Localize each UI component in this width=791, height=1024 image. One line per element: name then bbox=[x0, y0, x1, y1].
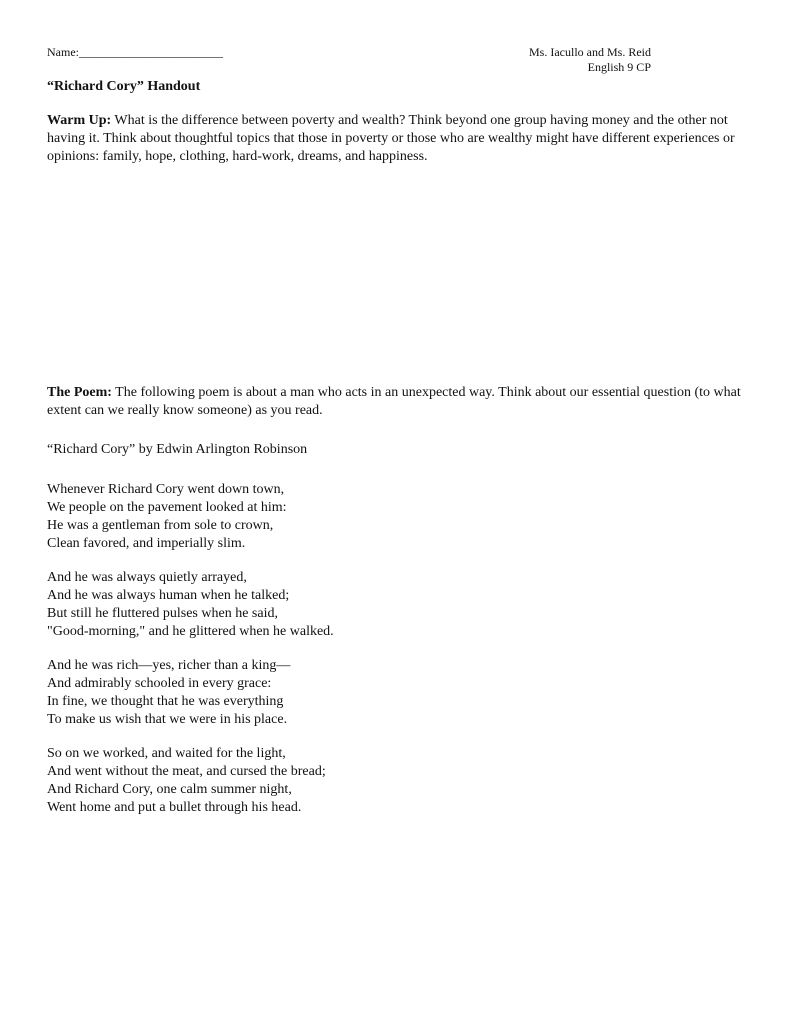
poem-stanza-2 bbox=[47, 569, 334, 641]
poem-line: And Richard Cory, one calm summer night, bbox=[47, 782, 292, 797]
name-field-label: Name:________________________ bbox=[47, 45, 223, 59]
poem-stanza-4 bbox=[47, 745, 326, 817]
poem-line: Clean favored, and imperially slim. bbox=[47, 536, 246, 551]
poem-intro-section bbox=[47, 384, 747, 420]
poem-line: To make us wish that we were in his place. bbox=[47, 712, 288, 727]
poem-line: Went home and put a bullet through his head. bbox=[47, 800, 302, 815]
course-name: English 9 CP bbox=[587, 60, 651, 74]
poem-line: And he was rich—yes, richer than a king— bbox=[47, 658, 291, 673]
warm-up-label: Warm Up: bbox=[47, 113, 112, 128]
poem-line: "Good-morning," and he glittered when he walked. bbox=[47, 624, 334, 639]
poem-line: In fine, we thought that he was everything bbox=[47, 694, 284, 709]
poem-title: “Richard Cory” by Edwin Arlington Robinson bbox=[47, 442, 308, 457]
poem-line: And went without the meat, and cursed the bread; bbox=[47, 764, 326, 779]
poem-stanza-3 bbox=[47, 657, 290, 729]
handout-title: “Richard Cory” Handout bbox=[47, 79, 201, 94]
poem-intro-text: The following poem is about a man who acts in an unexpected way. Think about our essential question (to what extent can we really know someone) as you read. bbox=[47, 385, 741, 418]
poem-line: But still he fluttered pulses when he said, bbox=[47, 606, 278, 621]
teacher-class-info bbox=[529, 45, 651, 75]
teacher-names: Ms. Iacullo and Ms. Reid bbox=[529, 45, 651, 59]
poem-line: And he was always human when he talked; bbox=[47, 588, 290, 603]
poem-intro-label: The Poem: bbox=[47, 385, 112, 400]
poem-line: Whenever Richard Cory went down town, bbox=[47, 482, 285, 497]
warm-up-prompt: What is the difference between poverty and wealth? Think beyond one group having money and the other not having it. Think about thoughtful topics that those in poverty or those who are wealthy might have different experiences or opinions: family, hope, clothing, hard-work, dreams, and happiness. bbox=[47, 113, 735, 164]
poem-line: We people on the pavement looked at him: bbox=[47, 500, 287, 515]
poem-stanza-1 bbox=[47, 481, 287, 553]
poem-line: And admirably schooled in every grace: bbox=[47, 676, 272, 691]
poem-line: So on we worked, and waited for the light, bbox=[47, 746, 286, 761]
poem-line: And he was always quietly arrayed, bbox=[47, 570, 247, 585]
poem-line: He was a gentleman from sole to crown, bbox=[47, 518, 274, 533]
warm-up-section bbox=[47, 112, 747, 166]
